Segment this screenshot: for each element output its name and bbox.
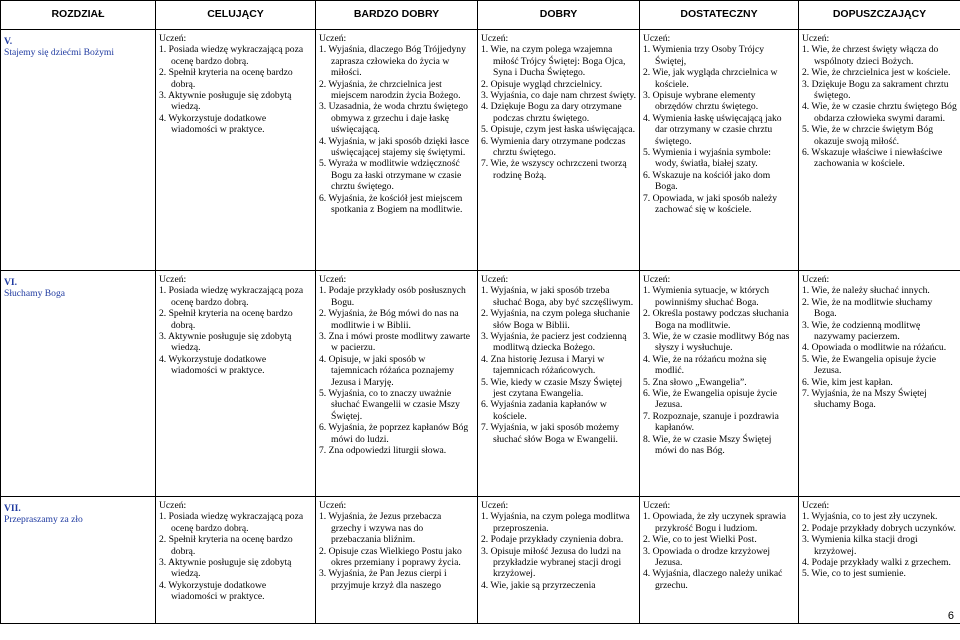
list-item: 4. Wykorzystuje dodatkowe wiadomości w praktyce. <box>159 353 267 377</box>
list-item: 4. Opisuje, w jaki sposób w tajemnicach różańca poznajemy Jezusa i Maryję. <box>319 353 455 388</box>
list-item: 3. Opowiada o drodze krzyżowej Jezusa. <box>643 545 771 569</box>
list-item: 4. Wykorzystuje dodatkowe wiadomości w praktyce. <box>159 112 267 136</box>
cell-label: Uczeń: <box>802 33 830 44</box>
header-bardzo-dobry: BARDZO DOBRY <box>316 1 478 30</box>
header-celujacy: CELUJĄCY <box>156 1 316 30</box>
header-row <box>1 1 960 30</box>
list-item: 4. Wie, jakie są przyrzeczenia <box>481 579 596 591</box>
list-item: 1. Wie, że należy słuchać innych. <box>802 285 930 297</box>
list-item: 1. Posiada wiedzę wykraczającą poza ocenę bardzo dobrą. <box>159 285 304 308</box>
list-item: 1. Wyjaśnia, na czym polega modlitwa przeproszenia. <box>481 511 630 534</box>
criteria-cell <box>799 30 960 271</box>
section-cell <box>1 497 156 624</box>
list-item: 3. Wyjaśnia, co daje nam chrzest święty. <box>481 90 637 102</box>
list-item: 4. Wykorzystuje dodatkowe wiadomości w praktyce. <box>159 579 267 603</box>
criteria-cell <box>156 30 316 271</box>
list-item: 7. Opowiada, w jaki sposób należy zachować się w kościele. <box>643 192 778 216</box>
list-item: 3. Opisuje miłość Jezusa do ludzi na przykładzie wybranej stacji drogi krzyżowej. <box>481 545 622 580</box>
cell-label: Uczeń: <box>481 33 509 44</box>
list-item: 8. Wie, że w czasie Mszy Świętej mówi do nas Bóg. <box>643 433 772 457</box>
list-item: 1. Wymienia trzy Osoby Trójcy Świętej, <box>643 44 765 67</box>
list-item: 1. Posiada wiedzę wykraczającą poza ocenę bardzo dobrą. <box>159 44 304 67</box>
criteria-cell <box>478 271 640 497</box>
list-item: 5. Wie, że Ewangelia opisuje życie Jezusa. <box>802 353 936 377</box>
header-dostateczny: DOSTATECZNY <box>640 1 799 30</box>
section-cell <box>1 271 156 497</box>
list-item: 6. Wskazuje na kościół jako dom Boga. <box>643 169 771 193</box>
list-item: 5. Wie, że w chrzcie świętym Bóg okazuje swoją miłość. <box>802 124 934 147</box>
list-item: 5. Wyraża w modlitwie wdzięczność Bogu za łaski otrzymane w czasie chrztu świętego. <box>319 158 462 193</box>
cell-label: Uczeń: <box>802 500 830 511</box>
section-title: Przepraszamy za zło <box>4 514 83 526</box>
list-item: 4. Wymienia łaskę uświęcającą jako dar otrzymany w czasie chrztu świętego. <box>643 112 782 147</box>
section-title: Stajemy się dziećmi Bożymi <box>4 47 115 59</box>
list-item: 5. Wie, co to jest sumienie. <box>802 568 906 580</box>
list-item: 4. Zna historię Jezusa i Maryi w tajemnicach różańcowych. <box>481 353 605 377</box>
list-item: 5. Wyjaśnia, co to znaczy uważnie słuchać Ewangelii w czasie Mszy Świętej. <box>319 388 460 422</box>
list-item: 4. Opowiada o modlitwie na różańcu. <box>802 342 947 354</box>
list-item: 7. Wie, że wszyscy ochrzczeni tworzą rodzinę Bożą. <box>481 158 627 181</box>
cell-label: Uczeń: <box>159 274 187 285</box>
cell-label: Uczeń: <box>481 500 509 511</box>
list-item: 2. Spełnił kryteria na ocenę bardzo dobrą. <box>159 534 293 557</box>
list-item: 2. Wie, jak wygląda chrzcielnica w kościele. <box>643 67 778 90</box>
list-item: 7. Rozpoznaje, szanuje i pozdrawia kapłanów. <box>643 410 779 434</box>
list-item: 2. Określa postawy podczas słuchania Boga na modlitwie. <box>643 308 789 331</box>
list-item: 2. Opisuje wygląd chrzcielnicy. <box>481 78 603 90</box>
list-item: 2. Wie, że na modlitwie słuchamy Boga. <box>802 296 933 320</box>
header-dobry: DOBRY <box>478 1 640 30</box>
list-item: 5. Wymienia i wyjaśnia symbole: wody, światła, białej szaty. <box>643 147 771 170</box>
section-cell <box>1 30 156 271</box>
list-item: 6. Wie, że Ewangelia opisuje życie Jezusa. <box>643 388 777 411</box>
list-item: 2. Wie, co to jest Wielki Post. <box>643 534 757 546</box>
cell-label: Uczeń: <box>643 33 671 44</box>
list-item: 2. Spełnił kryteria na ocenę bardzo dobrą. <box>159 67 293 90</box>
criteria-cell <box>799 497 960 624</box>
cell-label: Uczeń: <box>159 500 187 511</box>
cell-label: Uczeń: <box>643 274 671 285</box>
section-number: VII. <box>4 503 21 514</box>
table-row <box>1 497 960 624</box>
list-item: 4. Wie, że na różańcu można się modlić. <box>643 353 767 377</box>
list-item: 3. Wie, że codzienną modlitwę nazywamy pacierzem. <box>802 319 921 343</box>
cell-label: Uczeń: <box>159 33 187 44</box>
list-item: 3. Uzasadnia, że woda chrztu świętego obmywa z grzechu i daje łaskę uświęcającą. <box>319 101 468 136</box>
list-item: 1. Podaje przykłady osób posłusznych Bogu. <box>319 285 466 308</box>
list-item: 2. Wyjaśnia, że Bóg mówi do nas na modlitwie i w Biblii. <box>319 308 459 331</box>
section-number: VI. <box>4 277 18 288</box>
page-number: 6 <box>947 610 954 622</box>
list-item: 2. Podaje przykłady dobrych uczynków. <box>802 522 956 534</box>
list-item: 3. Aktywnie posługuje się zdobytą wiedzą. <box>159 331 292 354</box>
cell-label: Uczeń: <box>319 500 347 511</box>
list-item: 1. Wyjaśnia, że Jezus przebacza grzechy i wzywa nas do przebaczania bliźnim. <box>319 511 442 546</box>
list-item: 3. Aktywnie posługuje się zdobytą wiedzą. <box>159 557 292 580</box>
list-item: 1. Wyjaśnia, w jaki sposób trzeba słuchać Boga, aby być szczęśliwym. <box>481 285 634 308</box>
list-item: 5. Opisuje, czym jest łaska uświęcająca. <box>481 124 635 136</box>
criteria-cell <box>799 271 960 497</box>
list-item: 4. Dziękuje Bogu za dary otrzymane podczas chrztu świętego. <box>481 101 622 124</box>
criteria-cell <box>640 497 799 624</box>
cell-label: Uczeń: <box>643 500 671 511</box>
section-title: Słuchamy Boga <box>4 288 66 300</box>
list-item: 2. Opisuje czas Wielkiego Postu jako okres przemiany i poprawy życia. <box>319 545 462 569</box>
list-item: 3. Opisuje wybrane elementy obrzędów chrztu świętego. <box>643 90 759 113</box>
table-row <box>1 30 960 271</box>
criteria-cell <box>640 30 799 271</box>
cell-label: Uczeń: <box>802 274 830 285</box>
list-item: 3. Wie, że w czasie modlitwy Bóg nas słyszy i wysłuchuje. <box>643 331 790 354</box>
list-item: 4. Wie, że w czasie chrztu świętego Bóg obdarza człowieka swymi darami. <box>802 101 957 124</box>
list-item: 1. Wymienia sytuacje, w których powinniśmy słuchać Boga. <box>643 285 770 308</box>
section-number: V. <box>4 36 13 47</box>
list-item: 1. Wie, na czym polega wzajemna miłość Trójcy Świętej: Boga Ojca, Syna i Ducha Świętego. <box>481 44 626 79</box>
list-item: 6. Wskazuje właściwe i niewłaściwe zachowania w kościele. <box>802 147 943 170</box>
criteria-cell <box>316 497 478 624</box>
list-item: 7. Zna odpowiedzi liturgii słowa. <box>319 445 447 457</box>
list-item: 6. Wymienia dary otrzymane podczas chrztu świętego. <box>481 135 626 159</box>
list-item: 1. Opowiada, że zły uczynek sprawia przykrość Bogu i ludziom. <box>643 511 787 534</box>
list-item: 4. Wyjaśnia, dlaczego należy unikać grzechu. <box>643 568 783 591</box>
table-row <box>1 271 960 497</box>
list-item: 2. Spełnił kryteria na ocenę bardzo dobrą. <box>159 308 293 331</box>
list-item: 1. Wyjaśnia, co to jest zły uczynek. <box>802 511 938 523</box>
header-rozdzial: ROZDZIAŁ <box>1 1 156 30</box>
cell-label: Uczeń: <box>481 274 509 285</box>
list-item: 3. Zna i mówi proste modlitwy zawarte w pacierzu. <box>319 331 471 354</box>
cell-label: Uczeń: <box>319 274 347 285</box>
criteria-cell <box>156 271 316 497</box>
list-item: 2. Wyjaśnia, że chrzcielnica jest miejscem narodzin życia Bożego. <box>319 78 461 102</box>
criteria-cell <box>316 271 478 497</box>
list-item: 1. Posiada wiedzę wykraczającą poza ocenę bardzo dobrą. <box>159 511 304 534</box>
list-item: 6. Wyjaśnia, że poprzez kapłanów Bóg mówi do ludzi. <box>319 422 469 445</box>
criteria-cell <box>478 30 640 271</box>
list-item: 6. Wyjaśnia, że kościół jest miejscem spotkania z Bogiem na modlitwie. <box>319 192 463 216</box>
criteria-cell <box>316 30 478 271</box>
criteria-cell <box>640 271 799 497</box>
list-item: 2. Podaje przykłady czynienia dobra. <box>481 534 624 546</box>
list-item: 3. Dziękuje Bogu za sakrament chrztu świętego. <box>802 78 949 102</box>
cell-label: Uczeń: <box>319 33 347 44</box>
list-item: 2. Wie, że chrzcielnica jest w kościele. <box>802 67 951 79</box>
list-item: 1. Wie, że chrzest święty włącza do wspólnoty dzieci Bożych. <box>802 44 939 67</box>
list-item: 3. Wyjaśnia, że pacierz jest codzienną modlitwą dziecka Bożego. <box>481 331 627 354</box>
list-item: 6. Wyjaśnia zadania kapłanów w kościele. <box>481 399 607 422</box>
criteria-cell <box>478 497 640 624</box>
list-item: 1. Wyjaśnia, dlaczego Bóg Trójjedyny zaprasza człowieka do życia w miłości. <box>319 44 466 79</box>
list-item: 2. Wyjaśnia, na czym polega słuchanie słów Boga w Biblii. <box>481 308 630 331</box>
list-item: 5. Wie, kiedy w czasie Mszy Świętej jest czytana Ewangelia. <box>481 376 623 400</box>
criteria-cell <box>156 497 316 624</box>
list-item: 5. Zna słowo „Ewangelia”. <box>643 376 747 388</box>
list-item: 7. Wyjaśnia, że na Mszy Świętej słuchamy Boga. <box>802 388 927 411</box>
list-item: 3. Wymienia kilka stacji drogi krzyżowej. <box>802 534 918 557</box>
list-item: 6. Wie, kim jest kapłan. <box>802 376 893 388</box>
list-item: 3. Wyjaśnia, że Pan Jezus cierpi i przyjmuje krzyż dla naszego <box>319 568 447 591</box>
list-item: 3. Aktywnie posługuje się zdobytą wiedzą. <box>159 90 292 113</box>
list-item: 4. Wyjaśnia, w jaki sposób dzięki łasce uświęcającej stajemy się świętymi. <box>319 135 470 159</box>
list-item: 4. Podaje przykłady walki z grzechem. <box>802 557 951 569</box>
header-dopuszczajacy: DOPUSZCZAJĄCY <box>799 1 960 30</box>
list-item: 7. Wyjaśnia, w jaki sposób możemy słuchać słów Boga w Ewangelii. <box>481 422 620 445</box>
